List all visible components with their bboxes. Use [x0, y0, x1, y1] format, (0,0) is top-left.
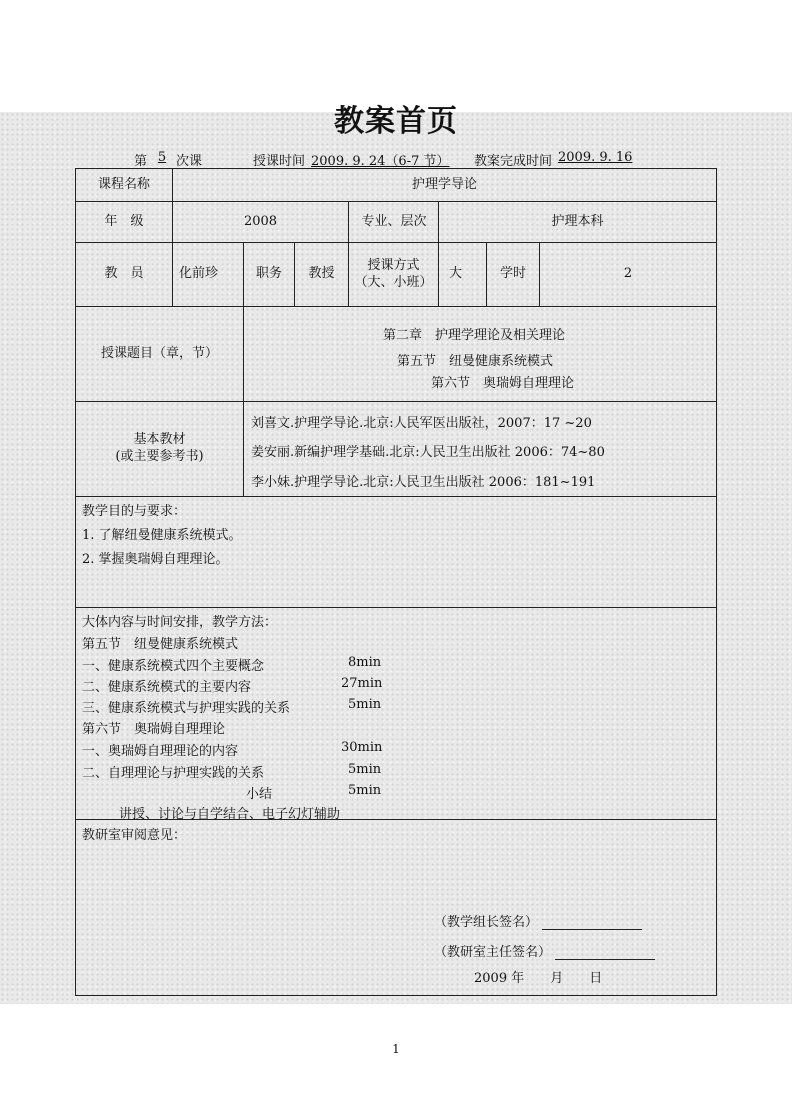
section6-item-2-time: 5min — [348, 762, 382, 777]
summary-time: 5min — [348, 783, 382, 798]
section6-item-1: 一、奥瑞姆自理理论的内容 — [82, 744, 239, 759]
objectives-title: 教学目的与要求： — [82, 504, 187, 519]
lesson-suffix: 次课 — [176, 154, 203, 169]
review-title: 教研室审阅意见： — [82, 828, 187, 843]
course-value: 护理学导论 — [411, 176, 477, 192]
rule-row5 — [76, 496, 716, 497]
topic-label: 授课题目（章，节） — [100, 345, 218, 361]
done-label: 教案完成时间 — [474, 154, 553, 169]
textbook-label — [76, 402, 243, 496]
teacher-value: 化前珍 — [179, 266, 219, 282]
grade-label: 年 级 — [104, 213, 144, 229]
textbook-3: 李小妹.护理学导论.北京:人民卫生出版社 2006：181~191 — [251, 475, 596, 490]
method-value: 大 — [449, 266, 463, 282]
time-label: 授课时间 — [253, 154, 306, 169]
section5-item-2: 二、健康系统模式的主要内容 — [82, 680, 252, 695]
hours-label: 学时 — [499, 266, 526, 282]
textbook-label-sub: (或主要参考书) — [115, 449, 204, 464]
lesson-prefix: 第 — [134, 154, 148, 169]
major-label: 专业、层次 — [361, 213, 427, 229]
sign-leader-line — [542, 915, 642, 930]
method-label: 授课方式（大、小班） — [354, 257, 433, 290]
grade-value: 2008 — [243, 213, 278, 229]
section5-item-3: 三、健康系统模式与护理实践的关系 — [82, 701, 291, 716]
sign-leader-label: （教学组长签名） — [434, 915, 539, 930]
lesson-number: 5 — [157, 150, 167, 165]
page-number: 1 — [392, 1042, 400, 1056]
sign-director — [434, 941, 655, 960]
section6-title: 第六节 奥瑞姆自理理论 — [82, 722, 226, 737]
date-line: 2009 年 月 日 — [474, 971, 603, 986]
page-title: 教案首页 — [334, 104, 458, 139]
textbook-label-main: 基本教材 — [133, 432, 186, 448]
position-value: 教授 — [308, 266, 335, 282]
topic-section5: 第五节 纽曼健康系统模式 — [397, 354, 554, 369]
hours-value: 2 — [623, 266, 633, 282]
time-value: 2009. 9. 24（6-7 节） — [311, 154, 450, 169]
summary-label: 小结 — [246, 787, 273, 802]
done-value: 2009. 9. 16 — [558, 150, 633, 165]
textbook-2: 姜安丽.新编护理学基础.北京:人民卫生出版社 2006：74~80 — [251, 445, 605, 460]
content-title: 大体内容与时间安排，教学方法： — [82, 615, 278, 630]
topic-section6: 第六节 奥瑞姆自理理论 — [431, 376, 575, 391]
major-value: 护理本科 — [551, 213, 604, 229]
textbook-1: 刘喜文.护理学导论.北京:人民军医出版社，2007：17 ~20 — [251, 416, 592, 431]
objective-1: 1. 了解纽曼健康系统模式。 — [82, 528, 242, 543]
section5-item-1-time: 8min — [348, 655, 382, 670]
section5-title: 第五节 纽曼健康系统模式 — [82, 637, 239, 652]
objective-2: 2. 掌握奥瑞姆自理理论。 — [82, 552, 229, 567]
section5-item-3-time: 5min — [348, 697, 382, 712]
rule-row6 — [76, 607, 716, 608]
topic-chapter: 第二章 护理学理论及相关理论 — [383, 328, 566, 343]
section5-item-1: 一、健康系统模式四个主要概念 — [82, 659, 265, 674]
section5-item-2-time: 27min — [341, 676, 383, 691]
section6-item-2: 二、自理理论与护理实践的关系 — [82, 766, 265, 781]
section6-item-1-time: 30min — [341, 740, 383, 755]
method-text: 讲授、讨论与自学结合、电子幻灯辅助 — [119, 807, 341, 822]
sign-director-label: （教研室主任签名） — [434, 945, 552, 960]
sign-director-line — [555, 945, 655, 960]
course-label: 课程名称 — [97, 176, 150, 192]
position-label: 职务 — [255, 266, 282, 282]
sign-leader — [434, 911, 642, 930]
teacher-label: 教 员 — [104, 266, 144, 282]
lesson-plan-table — [75, 168, 717, 996]
